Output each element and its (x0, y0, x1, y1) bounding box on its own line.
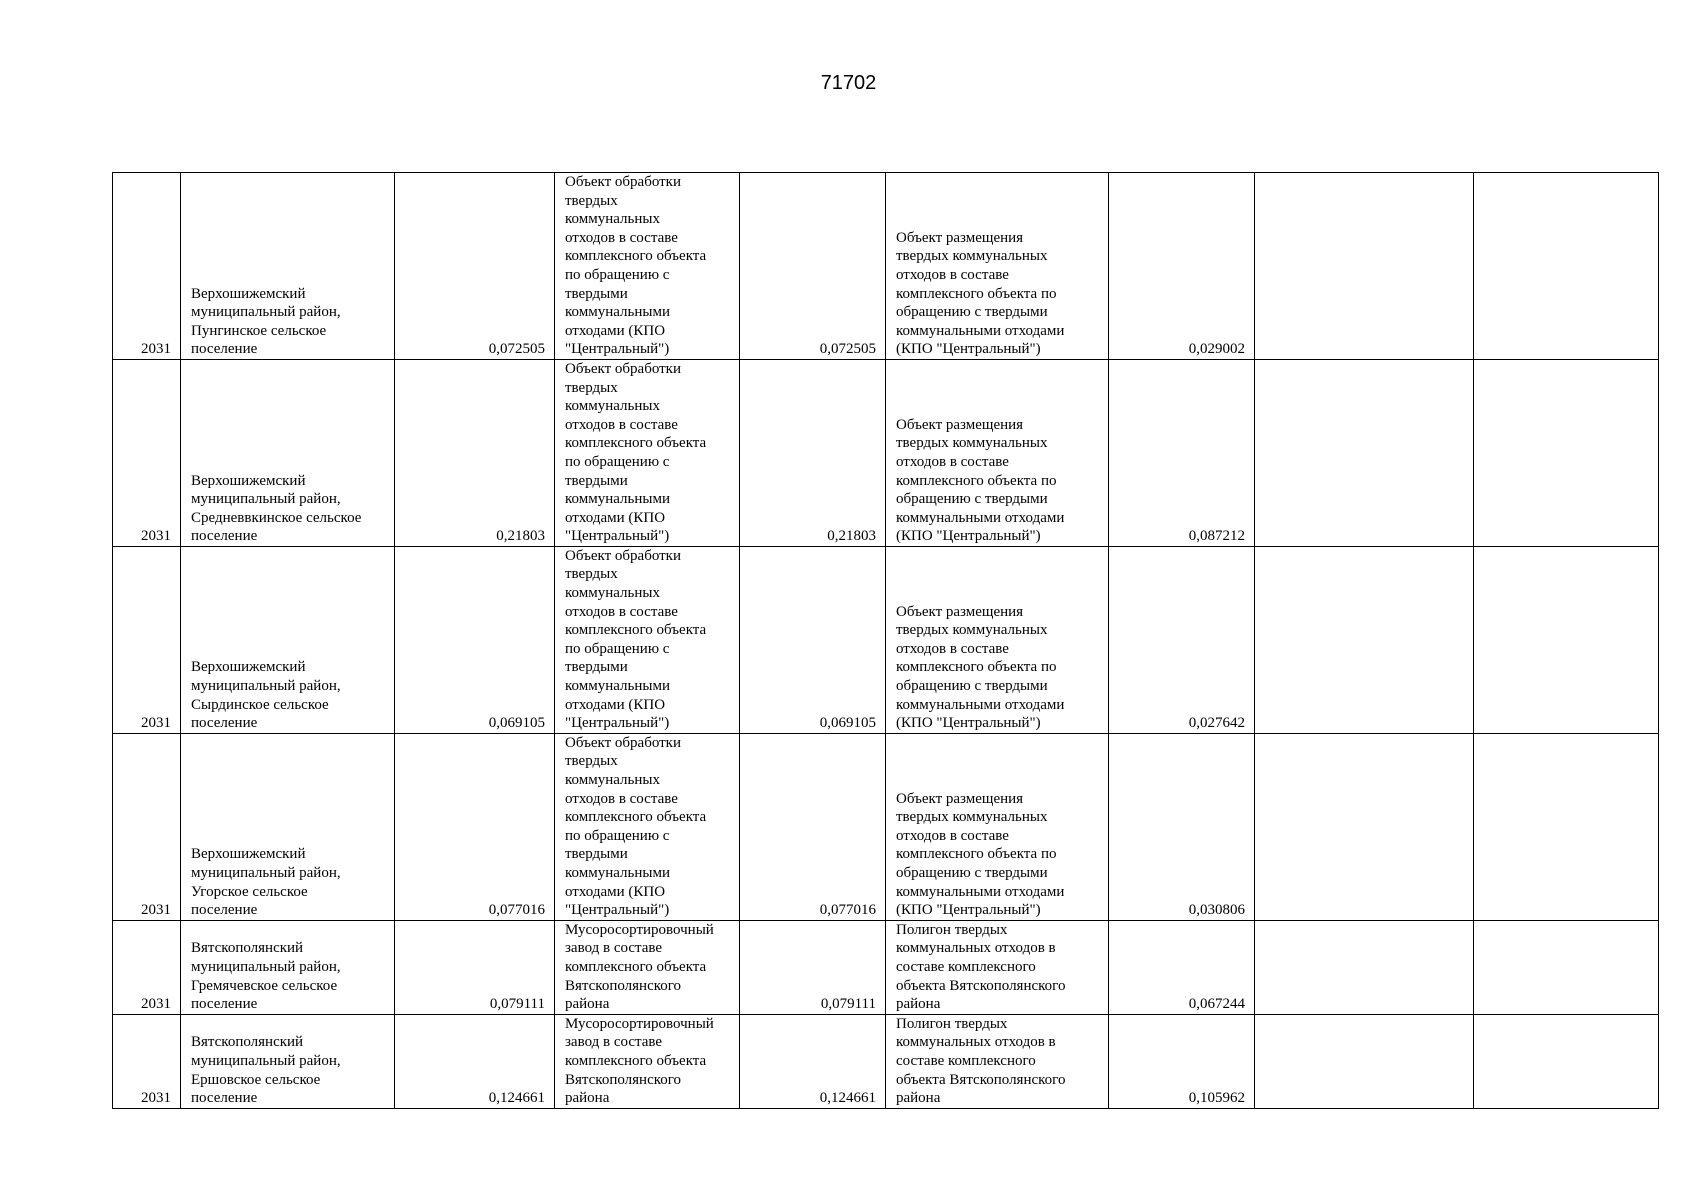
disposal-object-cell: Объект размещения твердых коммунальных отходов в составе комплексного объекта по обращению с твердыми коммунальными отходами (КПО "Центральный") (886, 733, 1109, 920)
processing-object-cell: Объект обработки твердых коммунальных отходов в составе комплексного объекта по обращению с твердыми коммунальными отходами (КПО "Центральный") (555, 359, 740, 546)
page-number: 71702 (820, 72, 877, 94)
empty-cell (1255, 733, 1474, 920)
empty-cell (1474, 546, 1659, 733)
area-cell: Верхошижемский муниципальный район, Сырдинское сельское поселение (181, 546, 395, 733)
disposal-object-cell: Объект размещения твердых коммунальных отходов в составе комплексного объекта по обращению с твердыми коммунальными отходами (КПО "Центральный") (886, 359, 1109, 546)
table-row (113, 173, 1659, 360)
table-row (113, 733, 1659, 920)
mass-processed-cell: 0,21803 (740, 359, 886, 546)
empty-cell (1255, 1014, 1474, 1108)
year-cell: 2031 (113, 546, 181, 733)
area-cell: Верхошижемский муниципальный район, Пунгинское сельское поселение (181, 173, 395, 360)
year-cell: 2031 (113, 920, 181, 1014)
year-cell: 2031 (113, 173, 181, 360)
year-cell: 2031 (113, 1014, 181, 1108)
table-body (113, 173, 1659, 1109)
empty-cell (1474, 1014, 1659, 1108)
mass-processed-cell: 0,124661 (740, 1014, 886, 1108)
area-cell: Вятскополянский муниципальный район, Ершовское сельское поселение (181, 1014, 395, 1108)
table-row (113, 920, 1659, 1014)
area-cell: Вятскополянский муниципальный район, Гремячевское сельское поселение (181, 920, 395, 1014)
mass-generated-cell: 0,077016 (395, 733, 555, 920)
empty-cell (1474, 173, 1659, 360)
processing-object-cell: Объект обработки твердых коммунальных отходов в составе комплексного объекта по обращению с твердыми коммунальными отходами (КПО "Центральный") (555, 173, 740, 360)
year-cell: 2031 (113, 359, 181, 546)
mass-disposed-cell: 0,030806 (1109, 733, 1255, 920)
mass-disposed-cell: 0,105962 (1109, 1014, 1255, 1108)
mass-processed-cell: 0,069105 (740, 546, 886, 733)
disposal-object-cell: Объект размещения твердых коммунальных отходов в составе комплексного объекта по обращению с твердыми коммунальными отходами (КПО "Центральный") (886, 546, 1109, 733)
disposal-object-cell: Полигон твердых коммунальных отходов в составе комплексного объекта Вятскополянского района (886, 920, 1109, 1014)
mass-generated-cell: 0,072505 (395, 173, 555, 360)
mass-generated-cell: 0,21803 (395, 359, 555, 546)
empty-cell (1255, 173, 1474, 360)
waste-flow-table (112, 172, 1659, 1109)
mass-processed-cell: 0,077016 (740, 733, 886, 920)
processing-object-cell: Мусоросортировочный завод в составе комплексного объекта Вятскополянского района (555, 920, 740, 1014)
mass-processed-cell: 0,072505 (740, 173, 886, 360)
mass-generated-cell: 0,124661 (395, 1014, 555, 1108)
empty-cell (1255, 920, 1474, 1014)
mass-generated-cell: 0,079111 (395, 920, 555, 1014)
area-cell: Верхошижемский муниципальный район, Средневвкинское сельское поселение (181, 359, 395, 546)
area-cell: Верхошижемский муниципальный район, Угорское сельское поселение (181, 733, 395, 920)
mass-disposed-cell: 0,087212 (1109, 359, 1255, 546)
mass-generated-cell: 0,069105 (395, 546, 555, 733)
disposal-object-cell: Объект размещения твердых коммунальных отходов в составе комплексного объекта по обращению с твердыми коммунальными отходами (КПО "Центральный") (886, 173, 1109, 360)
processing-object-cell: Объект обработки твердых коммунальных отходов в составе комплексного объекта по обращению с твердыми коммунальными отходами (КПО "Центральный") (555, 546, 740, 733)
mass-disposed-cell: 0,029002 (1109, 173, 1255, 360)
empty-cell (1255, 359, 1474, 546)
empty-cell (1474, 733, 1659, 920)
table-row (113, 546, 1659, 733)
year-cell: 2031 (113, 733, 181, 920)
table-row (113, 1014, 1659, 1108)
table-row (113, 359, 1659, 546)
empty-cell (1255, 546, 1474, 733)
empty-cell (1474, 359, 1659, 546)
disposal-object-cell: Полигон твердых коммунальных отходов в составе комплексного объекта Вятскополянского района (886, 1014, 1109, 1108)
mass-processed-cell: 0,079111 (740, 920, 886, 1014)
mass-disposed-cell: 0,067244 (1109, 920, 1255, 1014)
processing-object-cell: Объект обработки твердых коммунальных отходов в составе комплексного объекта по обращению с твердыми коммунальными отходами (КПО "Центральный") (555, 733, 740, 920)
empty-cell (1474, 920, 1659, 1014)
processing-object-cell: Мусоросортировочный завод в составе комплексного объекта Вятскополянского района (555, 1014, 740, 1108)
mass-disposed-cell: 0,027642 (1109, 546, 1255, 733)
